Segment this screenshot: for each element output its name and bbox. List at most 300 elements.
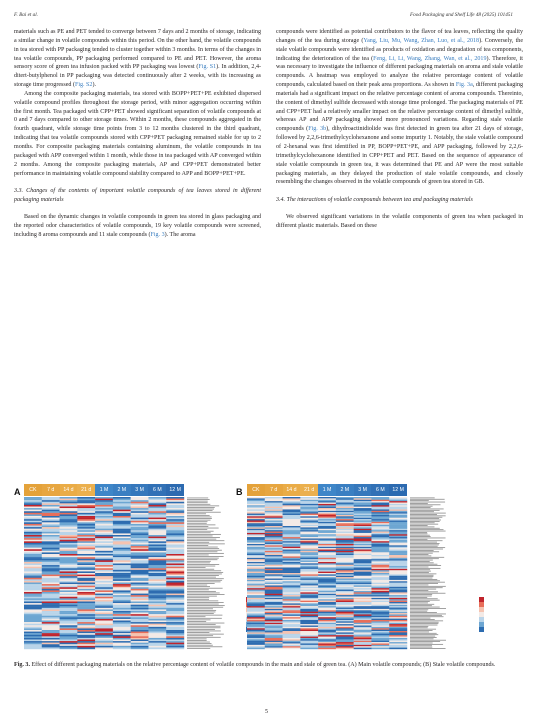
heatmap-cell xyxy=(113,508,131,510)
heatmap-cell xyxy=(371,574,389,576)
heatmap-cell xyxy=(318,619,336,621)
heatmap-cell xyxy=(148,516,166,518)
heatmap-cell xyxy=(113,510,131,512)
heatmap-cell xyxy=(247,590,265,592)
row-label-placeholder xyxy=(410,625,438,626)
heatmap-cell xyxy=(60,551,78,553)
heatmap-cell xyxy=(166,624,184,626)
row-label-placeholder xyxy=(410,511,434,512)
heatmap-cell xyxy=(354,579,372,581)
heatmap-cell xyxy=(336,554,354,556)
heatmap-cell xyxy=(371,576,389,578)
heatmap-cell xyxy=(42,635,60,637)
heatmap-cell xyxy=(24,497,42,499)
running-header-journal: Food Packaging and Shelf Life 48 (2025) 101451 xyxy=(409,12,513,18)
row-label-placeholder xyxy=(187,616,205,617)
heatmap-cell xyxy=(371,503,389,505)
heatmap-cell xyxy=(300,515,318,517)
heatmap-cell xyxy=(166,532,184,534)
row-label-placeholder xyxy=(410,561,430,562)
heatmap-cell xyxy=(42,497,60,499)
heatmap-cell xyxy=(24,519,42,521)
heatmap-cell xyxy=(354,547,372,549)
heatmap-cell xyxy=(95,628,113,630)
heatmap-cell xyxy=(300,614,318,616)
citation-link[interactable]: Fig. S2 xyxy=(74,82,93,89)
heatmap-cell xyxy=(318,497,336,499)
heatmap-cell xyxy=(389,501,407,503)
row-label-placeholder xyxy=(187,612,215,613)
heatmap-cell xyxy=(318,646,336,648)
text-run: ). In addition, 2,4-ditert-butylphenol in PP packaging was detected continuously after 2 weeks, with its increasing as storage time progressed ( xyxy=(14,64,261,89)
heatmap-cell xyxy=(389,598,407,600)
heatmap-cell xyxy=(95,597,113,599)
heatmap-cell xyxy=(166,595,184,597)
time-header-cell: 21 d xyxy=(300,484,318,496)
paragraph xyxy=(276,28,523,187)
heatmap-cell xyxy=(42,627,60,629)
time-header-cell: 6 M xyxy=(148,484,166,496)
heatmap-cell xyxy=(95,554,113,556)
heatmap-cell xyxy=(371,598,389,600)
heatmap-cell xyxy=(371,591,389,593)
heatmap-cell xyxy=(354,588,372,590)
heatmap-cell xyxy=(24,565,42,567)
heatmap-cell xyxy=(247,610,265,612)
heatmap-cell xyxy=(42,647,60,649)
heatmap-cell xyxy=(389,638,407,640)
heatmap-cell xyxy=(389,545,407,547)
heatmap-cell xyxy=(354,543,372,545)
row-label-placeholder xyxy=(410,507,431,508)
heatmap-cell xyxy=(77,533,95,535)
heatmap-cell xyxy=(148,594,166,596)
row-label-placeholder xyxy=(187,627,220,628)
heatmap-cell xyxy=(300,587,318,589)
heatmap-cell xyxy=(77,551,95,553)
heatmap-cell xyxy=(42,589,60,591)
row-label-placeholder xyxy=(187,596,217,597)
heatmap-cell xyxy=(131,625,149,627)
heatmap-cell xyxy=(354,623,372,625)
row-label-placeholder xyxy=(410,622,439,623)
heatmap-cell xyxy=(336,630,354,632)
heatmap-cell xyxy=(265,612,283,614)
heatmap-cell xyxy=(24,568,42,570)
row-label-placeholder xyxy=(410,546,438,547)
heatmap-cell xyxy=(283,529,301,531)
heatmap-cell xyxy=(113,632,131,634)
heatmap-cell xyxy=(300,558,318,560)
heatmap-cell xyxy=(336,619,354,621)
heatmap-cell xyxy=(336,616,354,618)
row-label-placeholder xyxy=(187,645,213,646)
row-label-placeholder xyxy=(187,593,220,594)
heatmap-cell xyxy=(24,522,42,524)
heatmap-cell xyxy=(318,631,336,633)
heatmap-cell xyxy=(131,603,149,605)
heatmap-cell xyxy=(283,518,301,520)
heatmap-cell xyxy=(24,609,42,611)
heatmap-cell xyxy=(318,516,336,518)
time-header-cell: CK xyxy=(247,484,265,496)
heatmap-cell xyxy=(283,533,301,535)
heatmap-cell xyxy=(265,624,283,626)
heatmap-cell xyxy=(318,565,336,567)
heatmap-cell xyxy=(283,501,301,503)
heatmap-cell xyxy=(265,594,283,596)
heatmap-cell xyxy=(42,643,60,645)
heatmap-cell xyxy=(265,551,283,553)
heatmap-cell xyxy=(354,646,372,648)
heatmap-cell xyxy=(247,624,265,626)
heatmap-cell xyxy=(148,527,166,529)
heatmap-cell xyxy=(166,571,184,573)
heatmap-cell xyxy=(336,583,354,585)
heatmap-cell xyxy=(247,634,265,636)
heatmap-cell xyxy=(166,570,184,572)
citation-link[interactable]: Yang, Liu, Mu, Wang, Zhan, Luo, et al., 2018 xyxy=(363,37,480,44)
heatmap-cell xyxy=(148,560,166,562)
heatmap-cell xyxy=(113,603,131,605)
row-label-placeholder xyxy=(187,501,208,502)
heatmap-cell xyxy=(113,630,131,632)
heatmap-cell xyxy=(336,592,354,594)
heatmap-cell xyxy=(113,643,131,645)
heatmap-cell xyxy=(166,564,184,566)
heatmap-cell xyxy=(371,518,389,520)
heatmap-cell xyxy=(166,632,184,634)
heatmap-cell xyxy=(60,576,78,578)
heatmap-cell xyxy=(247,592,265,594)
heatmap-cell xyxy=(42,548,60,550)
heatmap-cell xyxy=(42,628,60,630)
citation-link[interactable]: Fig. S1 xyxy=(198,64,217,71)
heatmap-cell xyxy=(24,511,42,513)
heatmap-cell xyxy=(371,610,389,612)
row-label-placeholder xyxy=(187,498,208,499)
heatmap-cell xyxy=(24,530,42,532)
heatmap-cell xyxy=(24,557,42,559)
heatmap-cell xyxy=(113,635,131,637)
heatmap-cell xyxy=(371,570,389,572)
heatmap-cell xyxy=(77,587,95,589)
heatmap-cell xyxy=(318,598,336,600)
heatmap-cell xyxy=(318,632,336,634)
row-label-placeholder xyxy=(187,555,209,556)
citation-link[interactable]: Fig. 3b xyxy=(308,126,327,133)
heatmap-cell xyxy=(300,598,318,600)
heatmap-cell xyxy=(60,614,78,616)
heatmap-cell xyxy=(113,549,131,551)
heatmap-cell xyxy=(300,596,318,598)
heatmap-cell xyxy=(336,504,354,506)
heatmap-cell xyxy=(77,573,95,575)
row-label-placeholder xyxy=(187,542,209,543)
heatmap-cell xyxy=(265,519,283,521)
heatmap-cell xyxy=(389,641,407,643)
citation-link[interactable]: Feng, Li, Li, Wang, Zhang, Wan, et al., 2019 xyxy=(373,55,487,62)
heatmap-cell xyxy=(60,502,78,504)
heatmap-cell xyxy=(389,551,407,553)
heatmap-cell xyxy=(318,566,336,568)
citation-link[interactable]: Fig. 3 xyxy=(150,231,165,238)
heatmap-cell xyxy=(42,636,60,638)
heatmap-cell xyxy=(318,613,336,615)
heatmap-cell xyxy=(95,507,113,509)
heatmap-cell xyxy=(336,567,354,569)
heatmap-cell xyxy=(148,586,166,588)
heatmap-cell xyxy=(371,498,389,500)
heatmap-cell xyxy=(60,532,78,534)
heatmap-cell xyxy=(283,563,301,565)
heatmap-cell xyxy=(24,535,42,537)
heatmap-cell xyxy=(389,634,407,636)
heatmap-cell xyxy=(42,609,60,611)
heatmap-cell xyxy=(60,562,78,564)
heatmap-cell xyxy=(300,554,318,556)
heatmap-cell xyxy=(60,541,78,543)
heatmap-cell xyxy=(300,570,318,572)
heatmap-cell xyxy=(354,591,372,593)
heatmap-cell xyxy=(42,619,60,621)
heatmap-cell xyxy=(42,613,60,615)
heatmap-cell xyxy=(300,583,318,585)
heatmap-cell xyxy=(148,647,166,649)
heatmap-cell xyxy=(318,562,336,564)
heatmap-cell xyxy=(318,505,336,507)
heatmap-cell xyxy=(283,595,301,597)
heatmap-cell xyxy=(131,541,149,543)
heatmap-cell xyxy=(283,527,301,529)
heatmap-cell xyxy=(24,551,42,553)
heatmap-cell xyxy=(354,602,372,604)
heatmap-cell xyxy=(354,526,372,528)
heatmap-cell xyxy=(42,587,60,589)
legend-swatch xyxy=(479,617,484,622)
heatmap-cell xyxy=(166,510,184,512)
heatmap-cell xyxy=(371,637,389,639)
heatmap-cell xyxy=(265,514,283,516)
heatmap-cell xyxy=(42,507,60,509)
heatmap-cell xyxy=(113,507,131,509)
row-label-placeholder xyxy=(187,521,207,522)
heatmap-cell xyxy=(60,613,78,615)
row-label-placeholder xyxy=(410,640,446,641)
heatmap-cell xyxy=(77,513,95,515)
row-label-placeholder xyxy=(410,620,443,621)
heatmap-cell xyxy=(354,508,372,510)
heatmap-cell xyxy=(166,497,184,499)
heatmap-cell xyxy=(24,554,42,556)
heatmap-cell xyxy=(77,606,95,608)
heatmap-cell xyxy=(283,608,301,610)
heatmap-cell xyxy=(77,511,95,513)
heatmap-cell xyxy=(42,640,60,642)
heatmap-cell xyxy=(247,556,265,558)
heatmap-cell xyxy=(300,534,318,536)
heatmap-cell xyxy=(42,624,60,626)
heatmap-cell xyxy=(371,522,389,524)
heatmap-cell xyxy=(265,591,283,593)
heatmap-cell xyxy=(113,540,131,542)
heatmap-cell xyxy=(336,570,354,572)
heatmap-cell xyxy=(283,572,301,574)
heatmap-cell xyxy=(371,617,389,619)
heatmap-cell xyxy=(283,543,301,545)
heatmap-cell xyxy=(283,500,301,502)
heatmap-cell xyxy=(371,520,389,522)
heatmap-cell xyxy=(247,526,265,528)
heatmap-cell xyxy=(247,561,265,563)
heatmap-cell xyxy=(318,637,336,639)
heatmap-cell xyxy=(148,540,166,542)
heatmap-cell xyxy=(95,600,113,602)
heatmap-cell xyxy=(318,569,336,571)
heatmap-cell xyxy=(131,551,149,553)
heatmap-cell xyxy=(24,513,42,515)
heatmap-cell xyxy=(247,616,265,618)
heatmap-cell xyxy=(148,546,166,548)
heatmap-cell xyxy=(77,564,95,566)
heatmap-cell xyxy=(95,511,113,513)
heatmap-cell xyxy=(113,560,131,562)
row-label-placeholder xyxy=(410,619,435,620)
heatmap-cell xyxy=(247,637,265,639)
heatmap-cell xyxy=(318,554,336,556)
text-run: ). Therefore, it was necessary to investigate the influence of different packaging materials on aroma and stale volatile compounds. A heatmap was employed to analyze the relative percentage content of volatile compounds, calculated based on their peak area proportions. As shown in xyxy=(276,55,523,89)
heatmap-cell xyxy=(60,636,78,638)
heatmap-cell xyxy=(113,548,131,550)
heatmap-cell xyxy=(283,545,301,547)
heatmap-cell xyxy=(336,532,354,534)
heatmap-cell xyxy=(389,639,407,641)
row-label-placeholder xyxy=(410,543,440,544)
heatmap-cell xyxy=(389,583,407,585)
heatmap-cell xyxy=(42,586,60,588)
heatmap-cell xyxy=(283,619,301,621)
heatmap-cell xyxy=(148,535,166,537)
heatmap-cell xyxy=(389,579,407,581)
heatmap-cell xyxy=(265,606,283,608)
heatmap-cell xyxy=(166,635,184,637)
heatmap-cell xyxy=(148,621,166,623)
heatmap-cell xyxy=(318,583,336,585)
row-label-placeholder xyxy=(187,548,219,549)
heatmap-cell xyxy=(247,635,265,637)
row-label-placeholder xyxy=(410,609,428,610)
heatmap-cell xyxy=(371,581,389,583)
row-label-placeholder xyxy=(187,642,210,643)
heatmap-cell xyxy=(318,518,336,520)
heatmap-cell xyxy=(77,556,95,558)
text-run: , different packaging materials had a significant impact on the relative percentage content of aroma compounds. Thereinto, the content of dimethyl sulfide decreased with storage time prolonged. The packaging materials of PE and CPP+PET had a relatively smaller impact on the relative percentage content of dimethyl sulfide, whereas AP and APP packaging showed more pronounced variations. Regarding stale volatile compounds ( xyxy=(276,82,523,133)
heatmap-cell xyxy=(389,590,407,592)
heatmap-cell xyxy=(77,589,95,591)
heatmap-cell xyxy=(283,584,301,586)
heatmap-cell xyxy=(265,641,283,643)
heatmap-cell xyxy=(247,533,265,535)
row-label-placeholder xyxy=(410,557,444,558)
row-label-placeholder xyxy=(187,559,217,560)
row-label-placeholder xyxy=(410,529,443,530)
heatmap-cell xyxy=(24,541,42,543)
heatmap-cell xyxy=(60,508,78,510)
left-column xyxy=(14,28,261,240)
heatmap-cell xyxy=(389,497,407,499)
heatmap-cell xyxy=(371,580,389,582)
heatmap-cell xyxy=(60,598,78,600)
heatmap-cell xyxy=(113,527,131,529)
heatmap-cell xyxy=(95,567,113,569)
heatmap-cell xyxy=(60,595,78,597)
heatmap-cell xyxy=(283,570,301,572)
citation-link[interactable]: Fig. 3a xyxy=(455,82,473,89)
heatmap-cell xyxy=(371,536,389,538)
heatmap-cell xyxy=(371,592,389,594)
heatmap-cell xyxy=(131,507,149,509)
heatmap-cell xyxy=(113,545,131,547)
heatmap-cell xyxy=(95,646,113,648)
heatmap-cell xyxy=(336,536,354,538)
heatmap-cell xyxy=(166,502,184,504)
heatmap-cell xyxy=(354,639,372,641)
heatmap-cell xyxy=(389,504,407,506)
heatmap-cell xyxy=(354,538,372,540)
heatmap-cell xyxy=(300,643,318,645)
heatmap-cell xyxy=(354,587,372,589)
heatmap-cell xyxy=(95,502,113,504)
row-label-placeholder xyxy=(410,618,430,619)
heatmap-cell xyxy=(389,610,407,612)
heatmap-cell xyxy=(247,523,265,525)
heatmap-cell xyxy=(371,497,389,499)
row-label-placeholder xyxy=(187,632,209,633)
heatmap-cell xyxy=(24,614,42,616)
heatmap-cell xyxy=(318,572,336,574)
heatmap-cell xyxy=(318,577,336,579)
heatmap-cell xyxy=(354,608,372,610)
heatmap-cell xyxy=(389,601,407,603)
heatmap-cell xyxy=(131,529,149,531)
heatmap-cell xyxy=(354,584,372,586)
heatmap-cell xyxy=(336,520,354,522)
heatmap-cell xyxy=(389,562,407,564)
heatmap-cell xyxy=(283,544,301,546)
heatmap-cell xyxy=(148,500,166,502)
heatmap-cell xyxy=(300,616,318,618)
heatmap-cell xyxy=(371,543,389,545)
heatmap-cell xyxy=(42,519,60,521)
heatmap-cell xyxy=(95,548,113,550)
heatmap-cell xyxy=(336,602,354,604)
time-header-cell: 3 M xyxy=(131,484,149,496)
row-label-placeholder xyxy=(187,524,215,525)
heatmap-cell xyxy=(247,602,265,604)
heatmap-cell xyxy=(300,624,318,626)
heatmap-cell xyxy=(300,550,318,552)
heatmap-cell xyxy=(336,565,354,567)
heatmap-cell xyxy=(77,590,95,592)
row-label-placeholder xyxy=(187,604,219,605)
heatmap-cell xyxy=(371,508,389,510)
heatmap-cell xyxy=(247,555,265,557)
heatmap-cell xyxy=(148,584,166,586)
heatmap-cell xyxy=(166,518,184,520)
heatmap-cell xyxy=(247,532,265,534)
heatmap-cell xyxy=(389,544,407,546)
heatmap-cell xyxy=(113,502,131,504)
